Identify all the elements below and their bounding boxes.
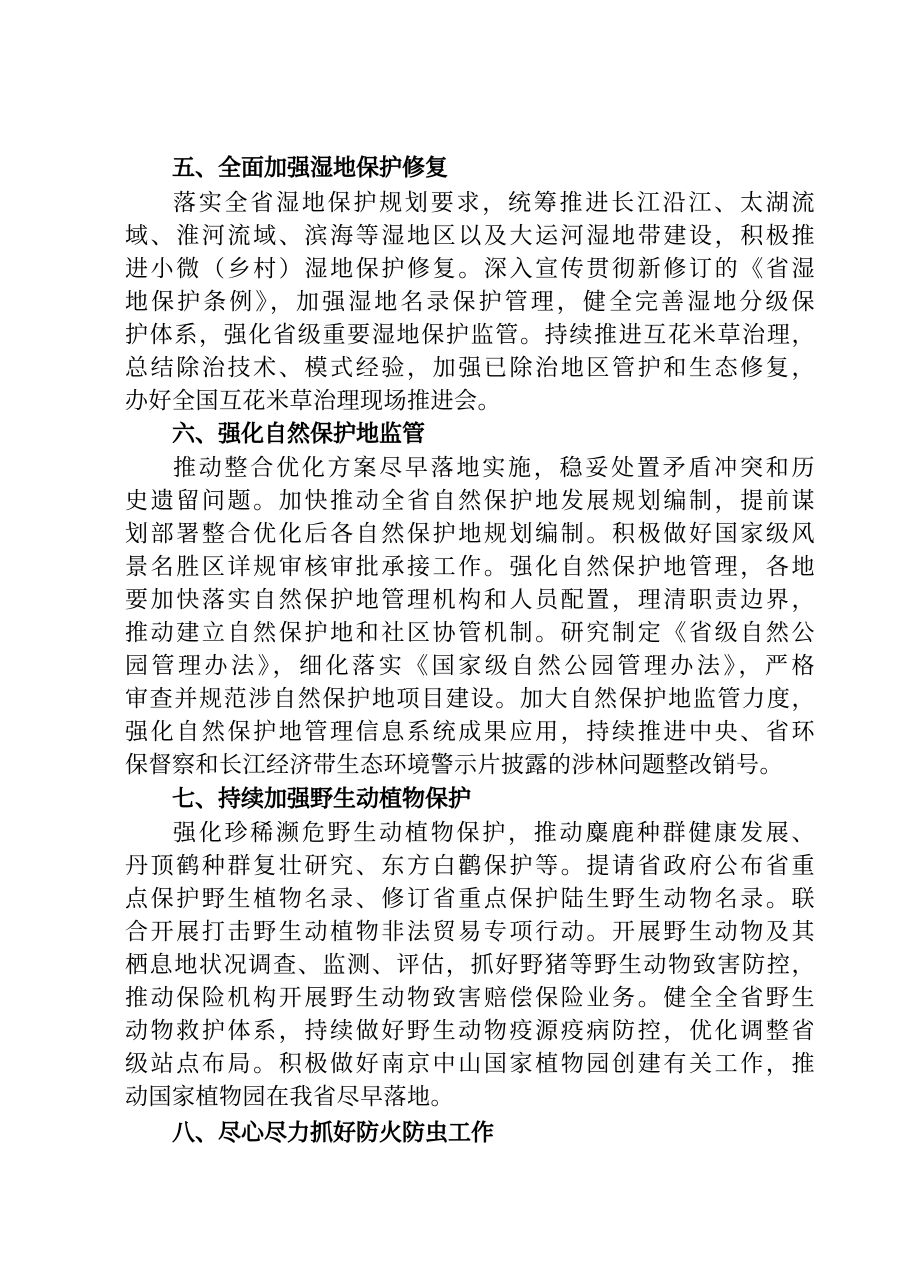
body-line: 总结除治技术、模式经验，加强已除治地区管护和生态修复， bbox=[125, 355, 815, 381]
body-line: 地保护条例》，加强湿地名录保护管理，健全完善湿地分级保 bbox=[125, 289, 815, 315]
body-line: 推动保险机构开展野生动物致害赔偿保险业务。健全全省野生 bbox=[125, 985, 815, 1011]
body-line: 级站点布局。积极做好南京中山国家植物园创建有关工作，推 bbox=[125, 1051, 815, 1077]
body-line: 强化珍稀濒危野生动植物保护，推动麋鹿种群健康发展、 bbox=[173, 820, 815, 846]
section-heading-6: 六、强化自然保护地监管 bbox=[172, 421, 425, 447]
body-line: 推动整合优化方案尽早落地实施，稳妥处置矛盾冲突和历 bbox=[173, 455, 815, 481]
section-body-6 bbox=[125, 452, 815, 782]
body-line: 落实全省湿地保护规划要求，统筹推进长江沿江、太湖流 bbox=[173, 190, 815, 216]
body-line: 点保护野生植物名录、修订省重点保护陆生野生动物名录。联 bbox=[125, 886, 815, 912]
body-line: 合开展打击野生动植物非法贸易专项行动。开展野生动物及其 bbox=[125, 919, 815, 945]
body-line: 景名胜区详规审核审批承接工作。强化自然保护地管理，各地 bbox=[125, 554, 815, 580]
body-line: 域、淮河流域、滨海等湿地区以及大运河湿地带建设，积极推 bbox=[125, 223, 815, 249]
body-line: 园管理办法》，细化落实《国家级自然公园管理办法》，严格 bbox=[125, 653, 815, 679]
body-line: 进小微（乡村）湿地保护修复。深入宣传贯彻新修订的《省湿 bbox=[125, 256, 815, 282]
section-heading-8: 八、尽心尽力抓好防火防虫工作 bbox=[172, 1120, 494, 1146]
section-heading-5: 五、全面加强湿地保护修复 bbox=[172, 155, 448, 181]
body-line: 丹顶鹤种群复壮研究、东方白鹳保护等。提请省政府公布省重 bbox=[125, 853, 815, 879]
body-line: 办好全国互花米草治理现场推进会。 bbox=[125, 388, 501, 414]
section-body-7 bbox=[125, 817, 815, 1114]
body-line: 栖息地状况调查、监测、评估，抓好野猪等野生动物致害防控， bbox=[125, 952, 815, 978]
body-line: 护体系，强化省级重要湿地保护监管。持续推进互花米草治理， bbox=[125, 322, 815, 348]
body-line: 强化自然保护地管理信息系统成果应用，持续推进中央、省环 bbox=[125, 719, 815, 745]
section-heading-7: 七、持续加强野生动植物保护 bbox=[172, 786, 471, 812]
body-line: 推动建立自然保护地和社区协管机制。研究制定《省级自然公 bbox=[125, 620, 815, 646]
body-line: 审查并规范涉自然保护地项目建设。加大自然保护地监管力度， bbox=[125, 686, 815, 712]
section-body-5 bbox=[125, 187, 815, 418]
body-line: 动物救护体系，持续做好野生动物疫源疫病防控，优化调整省 bbox=[125, 1018, 815, 1044]
body-line: 动国家植物园在我省尽早落地。 bbox=[125, 1084, 454, 1110]
body-line: 要加快落实自然保护地管理机构和人员配置，理清职责边界， bbox=[125, 587, 815, 613]
body-line: 保督察和长江经济带生态环境警示片披露的涉林问题整改销号。 bbox=[125, 752, 783, 778]
body-line: 史遗留问题。加快推动全省自然保护地发展规划编制，提前谋 bbox=[125, 488, 815, 514]
body-line: 划部署整合优化后各自然保护地规划编制。积极做好国家级风 bbox=[125, 521, 815, 547]
